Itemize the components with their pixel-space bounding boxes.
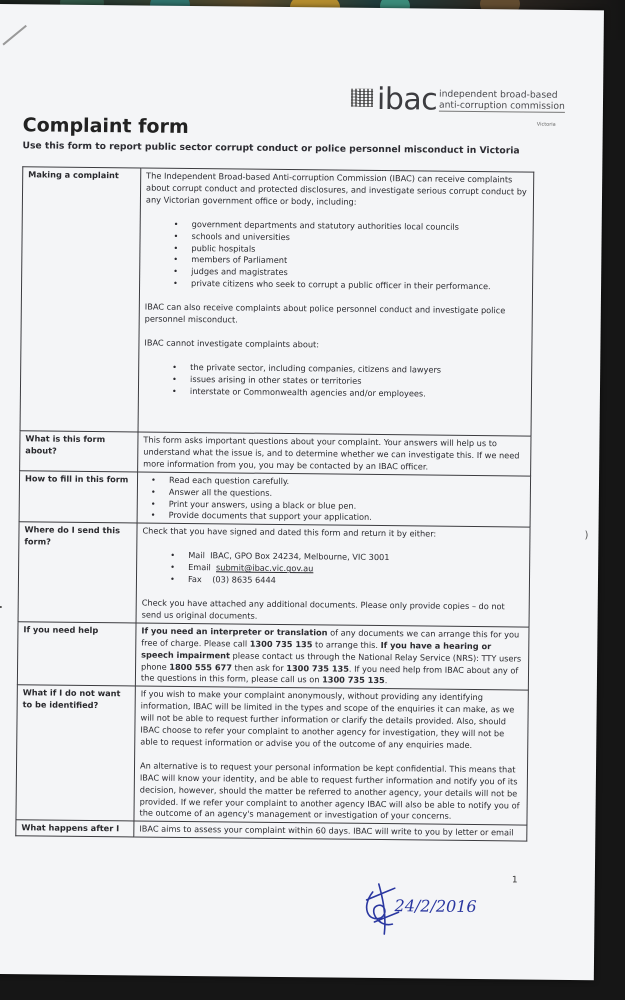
row-fill-in [19,470,531,527]
label-what-happens: What happens after I [16,820,134,837]
row-anonymous [16,685,528,825]
list-item: • government departments and statutory authorities local councils [192,219,529,234]
help-phone-tty: 1800 555 677 [169,661,233,672]
list-item: • issues arising in other states or territories [190,374,527,389]
fax-label: Fax [187,574,202,585]
anon-paragraph-2: An alternative is to request your personal information be kept confidential. This means that IBAC will know your identity, and be able to request further information and notify you of its decision, however, should the matter be referred to another agency, your details will not be provided. If we refer your complaint to another agency IBAC will also be able to notify you of the outcome of an agency's management or investigation of your concerns. [139,760,520,822]
logo-line-1: independent broad-based [439,88,558,101]
send-attach-note: Check you have attached any additional documents. Please only provide copies – do not send us original documents. [141,597,505,621]
anon-paragraph-1: If you wish to make your complaint anonymously, without providing any identifying information, IBAC will be limited in the types and scope of the enquiries it can make, as we will not be able to request further information or clarify the details provided. Also, should IBAC choose to refer your complaint to another agency for investigation, they will not be able to request information or advise you of the outcome of any enquiries made. [140,688,515,750]
list-item: • Read each question carefully. [169,475,526,491]
help-phone-3: 1300 735 135 [322,674,385,686]
complaint-info-table [15,166,534,842]
help-text-3: please contact us through the National Relay Service (NRS): TTY users phone [141,650,522,672]
making-intro: The Independent Broad-based Anti-corruption Commission (IBAC) can receive complaints about corrupt conduct and protected disclosures, and investigate serious corrupt conduct by any Victorian government office or body, including: [145,170,527,207]
email-address: submit@ibac.vic.gov.au [215,562,314,574]
page-number: 1 [511,875,518,886]
help-bold-1: If you need an interpreter or translation [141,625,328,638]
send-intro: Check that you have signed and dated this form and return it by either: [142,525,437,539]
list-item: • public hospitals [191,243,528,258]
list-item: • Print your answers, using a black or blue pen. [169,498,526,514]
content-fill-in [137,472,531,528]
label-fill-in: How to fill in this form [19,470,138,523]
content-about: This form asks important questions about your complaint. Your answers will help us to understand what the issue is, and to determine whether we can investigate this. If we need more information from you, you may be contacted by an IBAC officer. [138,432,531,476]
cannot-bullet-list [144,361,527,401]
page-title: Complaint form [22,114,189,138]
row-send [18,522,530,627]
logo-grid-icon [351,89,373,107]
help-text-2: to arrange this. [312,638,381,650]
logo-wordmark: ibac [376,81,438,118]
logo-line-2: anti-corruption commission [438,99,565,112]
ibac-logo [351,82,564,134]
margin-mark: ) [584,530,589,542]
help-phone-2: 1300 735 135 [286,662,350,674]
help-text-4: then ask for [231,661,287,673]
label-send: Where do I send this form? [18,522,137,623]
help-phone-1: 1300 735 135 [249,638,313,649]
content-send [136,523,530,627]
help-text-5: . If you need help from IBAC about any of the questions in this form, please call us on [140,663,519,685]
margin-dot [0,606,2,608]
label-about: What is this form about? [20,431,138,472]
list-item: • Answer all the questions. [169,486,526,502]
mail-label: Mail [188,550,205,561]
list-item: • Provide documents that support your application. [169,510,526,526]
handwritten-date: 24/2/2016 [394,896,477,917]
fax-item [188,574,525,589]
list-item: • interstate or Commonwealth agencies and/or employees. [190,386,527,401]
content-what-happens: IBAC aims to assess your complaint within 60 days. IBAC will write to you by letter or email [134,821,527,841]
row-making-complaint [20,167,534,436]
content-making-complaint [138,168,534,436]
page-subtitle: Use this form to report public sector corrupt conduct or police personnel misconduct in Victoria [22,140,520,157]
help-text-6: . [384,675,388,686]
list-item: • schools and universities [192,231,529,246]
making-bullet-list [145,218,529,293]
mail-address: IBAC, GPO Box 24234, Melbourne, VIC 3001 [210,550,390,563]
help-bold-2: If you have a hearing or speech impairment [141,639,492,661]
making-police: IBAC can also receive complaints about police personnel conduct and investigate police personnel misconduct. [144,301,506,325]
label-help: If you need help [17,622,136,687]
list-item: • the private sector, including companies, citizens and lawyers [190,362,527,377]
corner-mark [2,25,26,46]
list-item: • members of Parliament [191,254,528,269]
label-making-complaint: Making a complaint [20,167,141,432]
email-label: Email [188,562,211,573]
fax-number: (03) 8635 6444 [212,574,276,585]
list-item: • private citizens who seek to corrupt a public officer in their performance. [191,278,528,293]
list-item: • judges and magistrates [191,266,528,281]
fill-bullet-list [143,474,526,526]
making-cannot: IBAC cannot investigate complaints about: [144,337,320,350]
content-anonymous [134,686,528,825]
send-method-list [142,550,525,590]
row-help [17,622,529,691]
logo-line-3: Victoria [536,121,556,128]
label-anonymous: What if I do not want to be identified? [16,685,135,821]
document-page [0,4,604,980]
help-text-1: of any documents we can arrange this for you free of charge. Please call [141,627,520,649]
row-about [20,431,531,476]
content-help [135,623,529,691]
